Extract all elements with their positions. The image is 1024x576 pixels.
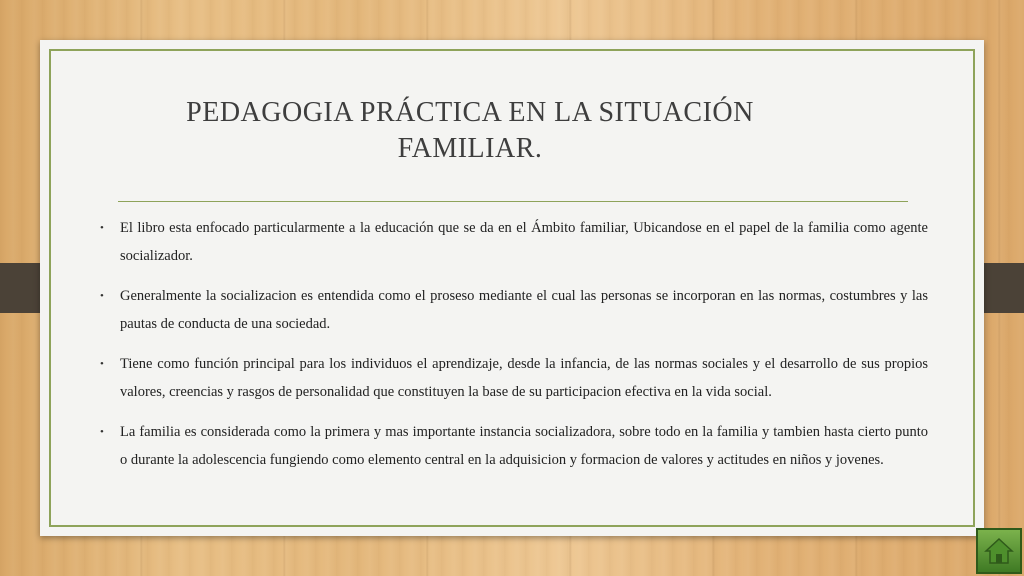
bullet-marker: • <box>100 358 104 370</box>
slide-title <box>120 95 820 167</box>
title-line-1: PEDAGOGIA PRÁCTICA EN LA SITUACIÓN <box>186 97 754 128</box>
home-icon <box>984 536 1014 566</box>
bullet-item <box>98 350 928 406</box>
slide-card <box>40 40 984 536</box>
home-button[interactable] <box>976 528 1022 574</box>
title-line-2: FAMILIAR. <box>397 133 543 164</box>
bullet-marker: • <box>100 426 104 438</box>
bullet-marker: • <box>100 222 104 234</box>
bullet-item <box>98 282 928 338</box>
bullet-text: El libro esta enfocado particularmente a la educación que se da en el Ámbito familiar, Ubicandose en el papel de la familia como agente socializador. <box>120 220 928 264</box>
bullet-list <box>98 214 928 486</box>
bullet-text: Generalmente la socializacion es entendida como el proseso mediante el cual las personas se incorporan en las normas, costumbres y las pautas de conducta de una sociedad. <box>120 288 928 332</box>
bullet-item <box>98 214 928 270</box>
bullet-item <box>98 418 928 474</box>
bullet-marker: • <box>100 290 104 302</box>
bullet-text: La familia es considerada como la primera y mas importante instancia socializadora, sobre todo en la familia y tambien hasta cierto punto o durante la adolescencia fungiendo como elemento central en la adquisicion y formacion de valores y actitudes en niños y jovenes. <box>120 424 928 468</box>
bullet-text: Tiene como función principal para los individuos el aprendizaje, desde la infancia, de las normas sociales y el desarrollo de sus propios valores, creencias y rasgos de personalidad que constituyen la base de su participacion efectiva en la vida social. <box>120 356 928 400</box>
title-divider <box>118 201 908 202</box>
